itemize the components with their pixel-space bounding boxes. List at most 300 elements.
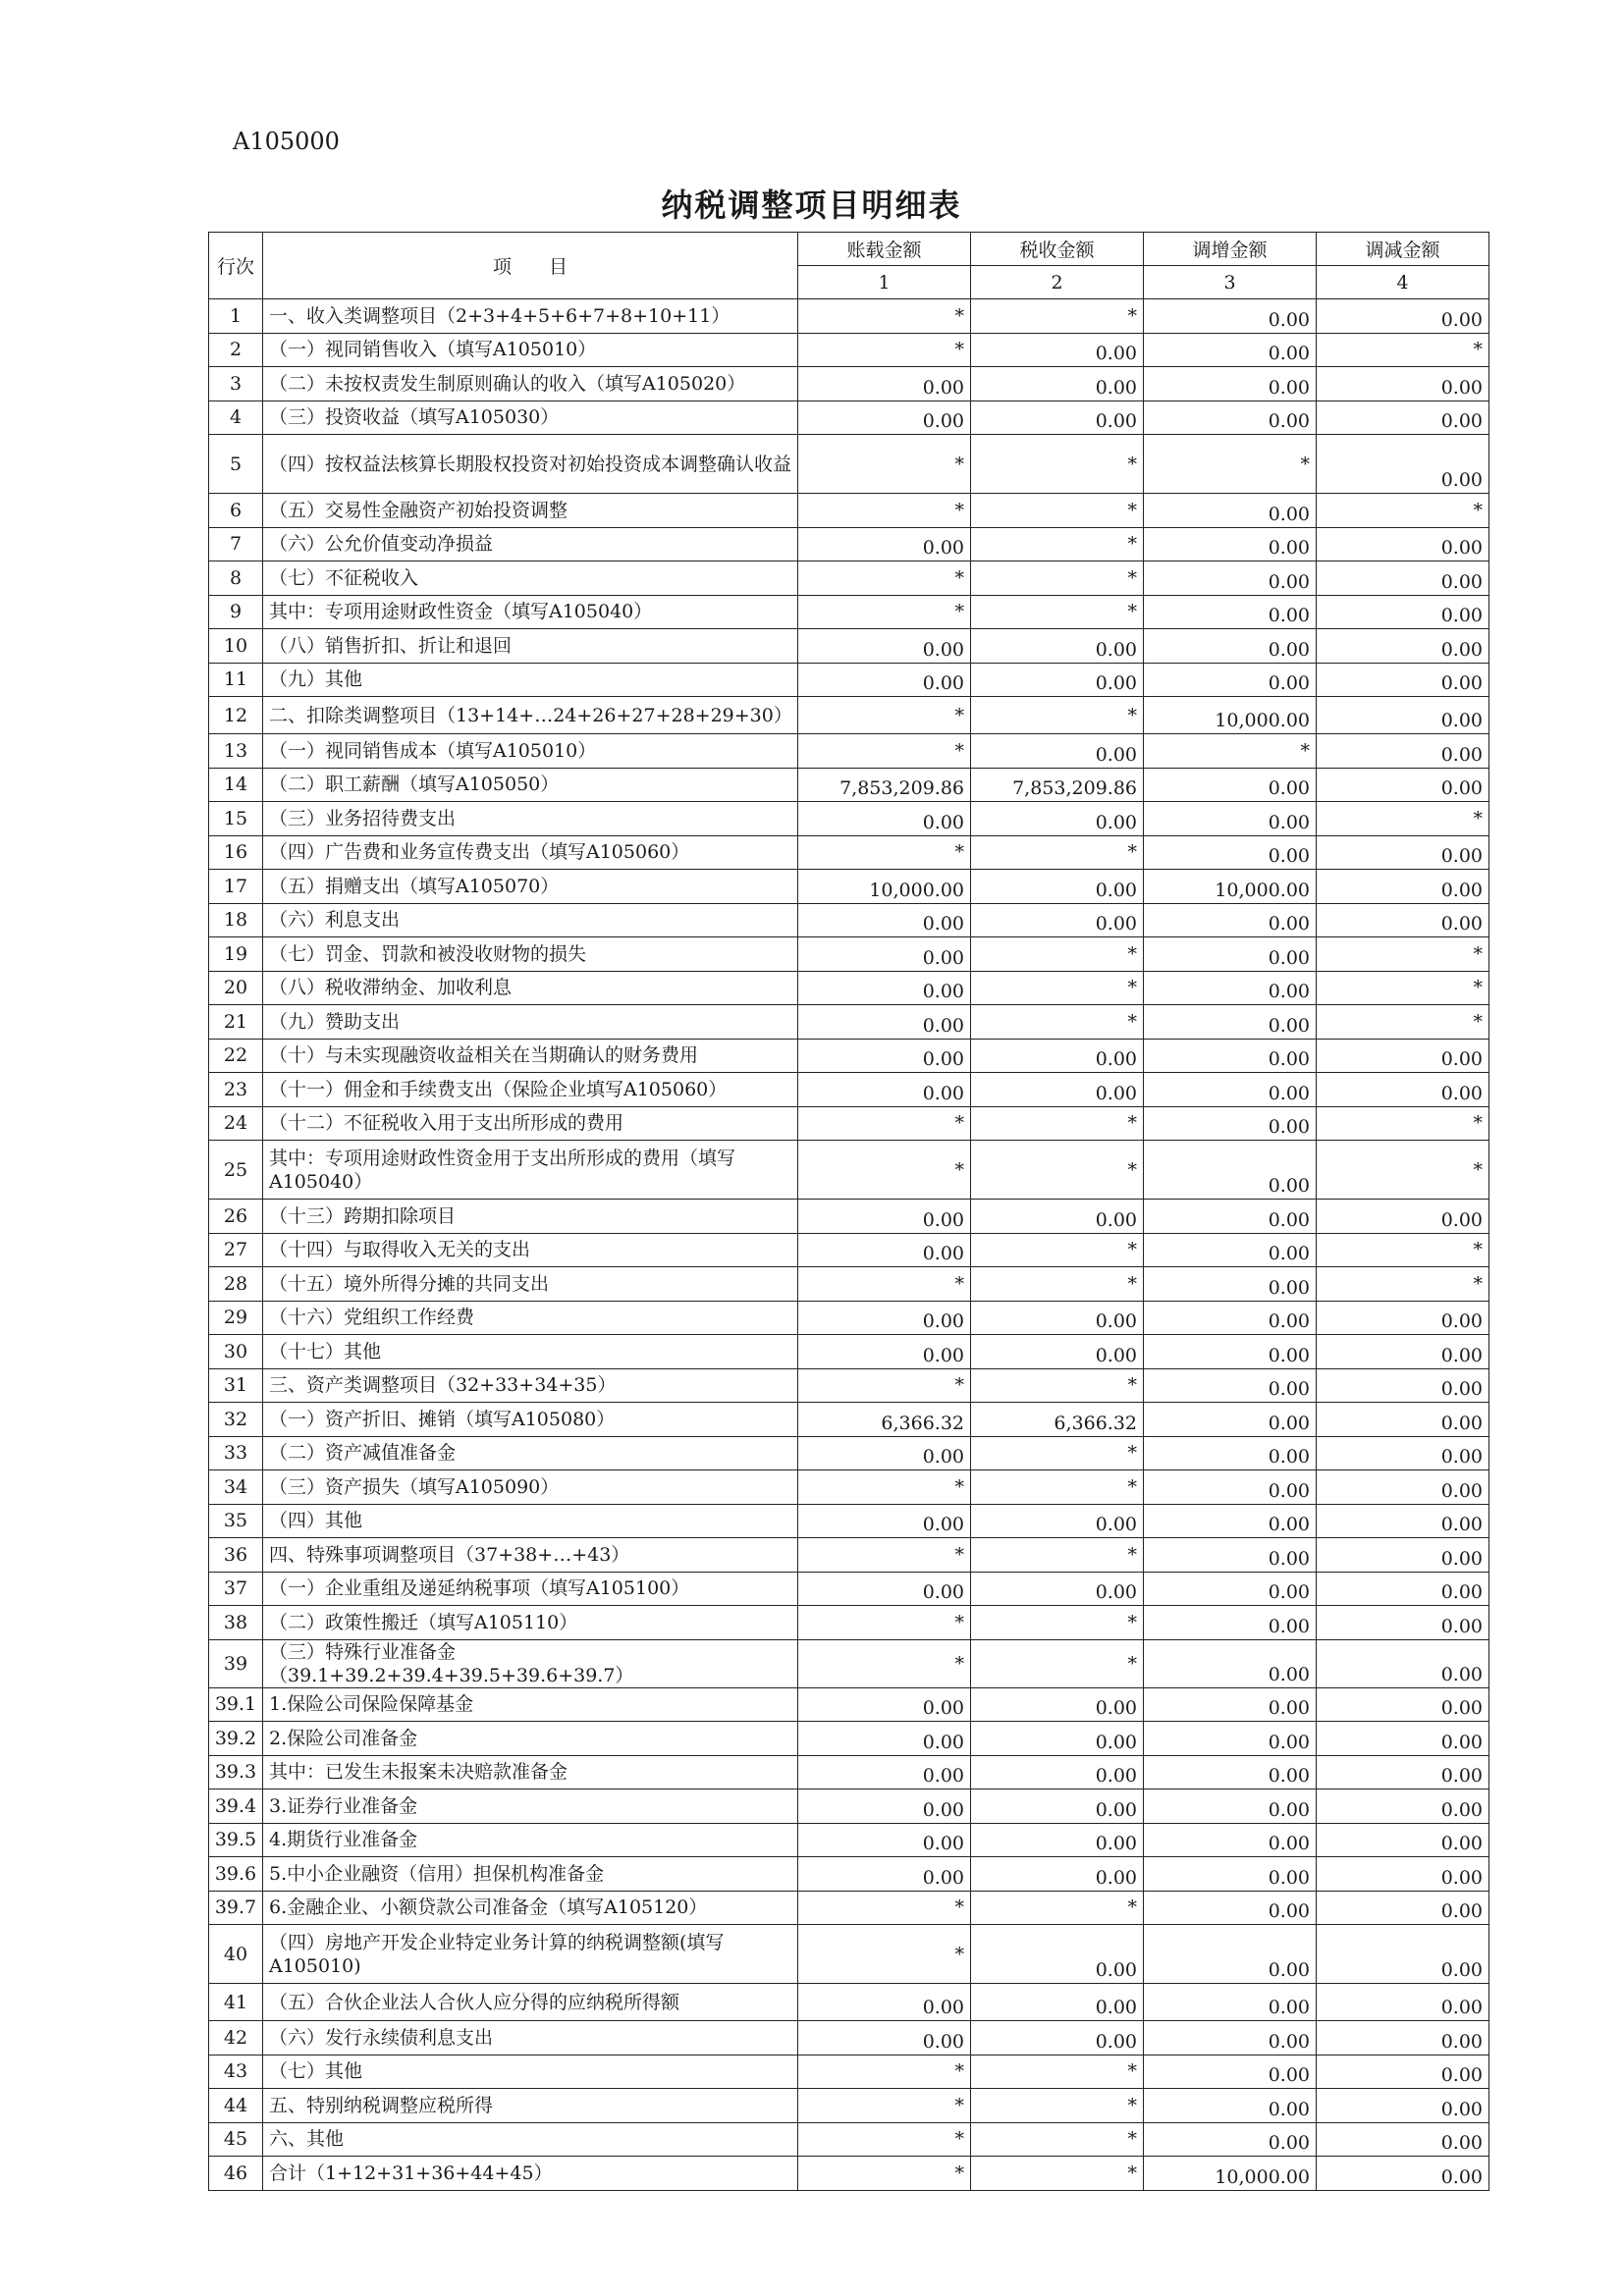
- row-number: 42: [209, 2021, 263, 2056]
- row-number: 19: [209, 937, 263, 972]
- increase-amount-cell: 0.00: [1144, 2089, 1317, 2123]
- row-number: 39.7: [209, 1891, 263, 1925]
- row-item-label: （七）罚金、罚款和被没收财物的损失: [263, 937, 798, 972]
- increase-amount-cell: 0.00: [1144, 1572, 1317, 1606]
- book-amount-cell: *: [798, 561, 971, 596]
- tax-amount-cell: *: [971, 835, 1144, 870]
- row-item-label: （七）不征税收入: [263, 561, 798, 596]
- row-item-label: （三）业务招待费支出: [263, 802, 798, 836]
- book-amount-cell: 0.00: [798, 1233, 971, 1267]
- table-row: [209, 1891, 1489, 1925]
- row-item-label: （三）特殊行业准备金（39.1+39.2+39.4+39.5+39.6+39.7）: [263, 1639, 798, 1687]
- row-number: 43: [209, 2055, 263, 2089]
- row-number: 38: [209, 1606, 263, 1640]
- table-row: [209, 1233, 1489, 1267]
- tax-amount-cell: *: [971, 2157, 1144, 2191]
- row-number: 23: [209, 1073, 263, 1107]
- table-row: [209, 734, 1489, 769]
- table-row: [209, 1106, 1489, 1141]
- tax-amount-cell: *: [971, 1891, 1144, 1925]
- decrease-amount-cell: 0.00: [1317, 2122, 1489, 2157]
- table-row: [209, 1470, 1489, 1505]
- row-number: 39.1: [209, 1687, 263, 1722]
- row-item-label: 2.保险公司准备金: [263, 1722, 798, 1756]
- increase-amount-cell: 0.00: [1144, 1233, 1317, 1267]
- row-number: 20: [209, 971, 263, 1005]
- book-amount-cell: 7,853,209.86: [798, 768, 971, 802]
- increase-amount-cell: 0.00: [1144, 768, 1317, 802]
- tax-amount-cell: 0.00: [971, 1504, 1144, 1538]
- table-row: [209, 400, 1489, 435]
- table-row: [209, 1538, 1489, 1573]
- increase-amount-cell: 0.00: [1144, 1073, 1317, 1107]
- row-number: 3: [209, 367, 263, 401]
- row-item-label: （二）未按权责发生制原则确认的收入（填写A105020）: [263, 367, 798, 401]
- tax-amount-cell: 6,366.32: [971, 1403, 1144, 1437]
- decrease-amount-cell: *: [1317, 1141, 1489, 1200]
- decrease-amount-cell: 0.00: [1317, 629, 1489, 664]
- tax-amount-cell: 0.00: [971, 1039, 1144, 1073]
- row-number: 34: [209, 1470, 263, 1505]
- header-row-no: 行次: [209, 233, 263, 299]
- decrease-amount-cell: 0.00: [1317, 903, 1489, 937]
- row-item-label: （十二）不征税收入用于支出所形成的费用: [263, 1106, 798, 1141]
- row-item-label: 3.证券行业准备金: [263, 1789, 798, 1824]
- book-amount-cell: *: [798, 2055, 971, 2089]
- increase-amount-cell: 0.00: [1144, 1335, 1317, 1369]
- row-item-label: 4.期货行业准备金: [263, 1823, 798, 1857]
- table-row: [209, 1005, 1489, 1040]
- decrease-amount-cell: 0.00: [1317, 2089, 1489, 2123]
- tax-amount-cell: *: [971, 2089, 1144, 2123]
- decrease-amount-cell: 0.00: [1317, 870, 1489, 904]
- table-row: [209, 1073, 1489, 1107]
- table-row: [209, 2021, 1489, 2056]
- table-row: [209, 971, 1489, 1005]
- book-amount-cell: *: [798, 1267, 971, 1302]
- tax-amount-cell: *: [971, 1639, 1144, 1687]
- tax-amount-cell: *: [971, 1141, 1144, 1200]
- row-number: 31: [209, 1368, 263, 1403]
- row-item-label: （四）广告费和业务宣传费支出（填写A105060）: [263, 835, 798, 870]
- decrease-amount-cell: 0.00: [1317, 1687, 1489, 1722]
- decrease-amount-cell: 0.00: [1317, 367, 1489, 401]
- row-number: 26: [209, 1200, 263, 1234]
- decrease-amount-cell: 0.00: [1317, 835, 1489, 870]
- book-amount-cell: 0.00: [798, 903, 971, 937]
- tax-amount-cell: *: [971, 299, 1144, 334]
- row-number: 12: [209, 697, 263, 734]
- decrease-amount-cell: *: [1317, 1005, 1489, 1040]
- row-item-label: 四、特殊事项调整项目（37+38+…+43）: [263, 1538, 798, 1573]
- decrease-amount-cell: 0.00: [1317, 1984, 1489, 2021]
- book-amount-cell: 0.00: [798, 1755, 971, 1789]
- row-item-label: （六）利息支出: [263, 903, 798, 937]
- increase-amount-cell: 0.00: [1144, 1504, 1317, 1538]
- table-row: [209, 1141, 1489, 1200]
- table-row: [209, 1789, 1489, 1824]
- table-row: [209, 835, 1489, 870]
- row-item-label: （八）税收滞纳金、加收利息: [263, 971, 798, 1005]
- row-number: 2: [209, 333, 263, 367]
- decrease-amount-cell: 0.00: [1317, 1368, 1489, 1403]
- row-number: 32: [209, 1403, 263, 1437]
- row-item-label: （六）公允价值变动净损益: [263, 527, 798, 561]
- tax-amount-cell: *: [971, 595, 1144, 629]
- increase-amount-cell: 0.00: [1144, 802, 1317, 836]
- table-row: [209, 1687, 1489, 1722]
- decrease-amount-cell: 0.00: [1317, 663, 1489, 697]
- book-amount-cell: *: [798, 1891, 971, 1925]
- tax-amount-cell: 0.00: [971, 663, 1144, 697]
- row-item-label: （四）按权益法核算长期股权投资对初始投资成本调整确认收益: [263, 435, 798, 494]
- tax-amount-cell: *: [971, 1267, 1144, 1302]
- decrease-amount-cell: 0.00: [1317, 299, 1489, 334]
- row-item-label: （二）资产减值准备金: [263, 1436, 798, 1470]
- tax-amount-cell: *: [971, 1538, 1144, 1573]
- decrease-amount-cell: 0.00: [1317, 1925, 1489, 1984]
- book-amount-cell: 0.00: [798, 937, 971, 972]
- row-item-label: （三）资产损失（填写A105090）: [263, 1470, 798, 1505]
- table-row: [209, 333, 1489, 367]
- table-row: [209, 1639, 1489, 1687]
- decrease-amount-cell: 0.00: [1317, 1572, 1489, 1606]
- increase-amount-cell: 10,000.00: [1144, 697, 1317, 734]
- book-amount-cell: 0.00: [798, 802, 971, 836]
- table-row: [209, 1301, 1489, 1335]
- table-row: [209, 1857, 1489, 1892]
- decrease-amount-cell: *: [1317, 971, 1489, 1005]
- row-item-label: （十六）党组织工作经费: [263, 1301, 798, 1335]
- decrease-amount-cell: 0.00: [1317, 1891, 1489, 1925]
- decrease-amount-cell: 0.00: [1317, 734, 1489, 769]
- increase-amount-cell: 0.00: [1144, 1639, 1317, 1687]
- increase-amount-cell: 0.00: [1144, 1267, 1317, 1302]
- tax-amount-cell: *: [971, 1436, 1144, 1470]
- increase-amount-cell: 10,000.00: [1144, 2157, 1317, 2191]
- increase-amount-cell: 0.00: [1144, 494, 1317, 528]
- book-amount-cell: *: [798, 435, 971, 494]
- row-item-label: （五）捐赠支出（填写A105070）: [263, 870, 798, 904]
- tax-amount-cell: 0.00: [971, 1301, 1144, 1335]
- decrease-amount-cell: 0.00: [1317, 1073, 1489, 1107]
- row-item-label: （十）与未实现融资收益相关在当期确认的财务费用: [263, 1039, 798, 1073]
- row-item-label: （五）合伙企业法人合伙人应分得的应纳税所得额: [263, 1984, 798, 2021]
- decrease-amount-cell: 0.00: [1317, 1200, 1489, 1234]
- decrease-amount-cell: *: [1317, 333, 1489, 367]
- increase-amount-cell: 0.00: [1144, 1141, 1317, 1200]
- header-increase-amount: 调增金额: [1144, 233, 1317, 266]
- tax-amount-cell: *: [971, 1106, 1144, 1141]
- increase-amount-cell: 0.00: [1144, 561, 1317, 596]
- row-item-label: （十七）其他: [263, 1335, 798, 1369]
- increase-amount-cell: 0.00: [1144, 1436, 1317, 1470]
- row-item-label: （六）发行永续债利息支出: [263, 2021, 798, 2056]
- tax-amount-cell: *: [971, 527, 1144, 561]
- decrease-amount-cell: 0.00: [1317, 768, 1489, 802]
- increase-amount-cell: 0.00: [1144, 1039, 1317, 1073]
- book-amount-cell: *: [798, 333, 971, 367]
- table-row: [209, 629, 1489, 664]
- book-amount-cell: 0.00: [798, 663, 971, 697]
- increase-amount-cell: 10,000.00: [1144, 870, 1317, 904]
- table-row: [209, 663, 1489, 697]
- row-item-label: 三、资产类调整项目（32+33+34+35）: [263, 1368, 798, 1403]
- increase-amount-cell: 0.00: [1144, 1925, 1317, 1984]
- row-number: 24: [209, 1106, 263, 1141]
- row-number: 7: [209, 527, 263, 561]
- book-amount-cell: 0.00: [798, 1984, 971, 2021]
- row-number: 16: [209, 835, 263, 870]
- increase-amount-cell: *: [1144, 734, 1317, 769]
- row-number: 39.6: [209, 1857, 263, 1892]
- book-amount-cell: *: [798, 1106, 971, 1141]
- tax-amount-cell: 0.00: [971, 2021, 1144, 2056]
- book-amount-cell: 0.00: [798, 367, 971, 401]
- tax-amount-cell: 0.00: [971, 367, 1144, 401]
- row-item-label: 其中：已发生未报案未决赔款准备金: [263, 1755, 798, 1789]
- tax-amount-cell: 0.00: [971, 629, 1144, 664]
- row-number: 41: [209, 1984, 263, 2021]
- decrease-amount-cell: 0.00: [1317, 1789, 1489, 1824]
- row-number: 11: [209, 663, 263, 697]
- book-amount-cell: *: [798, 494, 971, 528]
- increase-amount-cell: 0.00: [1144, 663, 1317, 697]
- decrease-amount-cell: 0.00: [1317, 527, 1489, 561]
- decrease-amount-cell: 0.00: [1317, 1403, 1489, 1437]
- header-col-1: 1: [798, 266, 971, 299]
- tax-amount-cell: *: [971, 697, 1144, 734]
- increase-amount-cell: 0.00: [1144, 299, 1317, 334]
- table-row: [209, 1200, 1489, 1234]
- tax-amount-cell: 0.00: [971, 1925, 1144, 1984]
- book-amount-cell: *: [798, 1141, 971, 1200]
- increase-amount-cell: 0.00: [1144, 400, 1317, 435]
- decrease-amount-cell: *: [1317, 1106, 1489, 1141]
- row-number: 13: [209, 734, 263, 769]
- page-title: 纳税调整项目明细表: [661, 187, 962, 224]
- book-amount-cell: *: [798, 1538, 971, 1573]
- increase-amount-cell: 0.00: [1144, 1755, 1317, 1789]
- table-row: [209, 1722, 1489, 1756]
- row-number: 45: [209, 2122, 263, 2157]
- decrease-amount-cell: 0.00: [1317, 2021, 1489, 2056]
- tax-amount-cell: *: [971, 1368, 1144, 1403]
- row-number: 36: [209, 1538, 263, 1573]
- book-amount-cell: *: [798, 2089, 971, 2123]
- decrease-amount-cell: 0.00: [1317, 697, 1489, 734]
- row-item-label: （九）赞助支出: [263, 1005, 798, 1040]
- book-amount-cell: *: [798, 697, 971, 734]
- row-number: 35: [209, 1504, 263, 1538]
- row-number: 10: [209, 629, 263, 664]
- book-amount-cell: *: [798, 835, 971, 870]
- row-number: 1: [209, 299, 263, 334]
- table-row: [209, 937, 1489, 972]
- row-item-label: （十五）境外所得分摊的共同支出: [263, 1267, 798, 1302]
- book-amount-cell: 0.00: [798, 2021, 971, 2056]
- increase-amount-cell: 0.00: [1144, 1984, 1317, 2021]
- table-row: [209, 870, 1489, 904]
- book-amount-cell: 0.00: [798, 1005, 971, 1040]
- increase-amount-cell: 0.00: [1144, 2122, 1317, 2157]
- tax-amount-cell: *: [971, 1606, 1144, 1640]
- tax-amount-cell: 0.00: [971, 802, 1144, 836]
- table-row: [209, 1504, 1489, 1538]
- increase-amount-cell: 0.00: [1144, 1005, 1317, 1040]
- tax-amount-cell: *: [971, 1005, 1144, 1040]
- decrease-amount-cell: *: [1317, 494, 1489, 528]
- book-amount-cell: 0.00: [798, 527, 971, 561]
- increase-amount-cell: *: [1144, 435, 1317, 494]
- tax-amount-cell: 0.00: [971, 400, 1144, 435]
- row-number: 39: [209, 1639, 263, 1687]
- table-row: [209, 2157, 1489, 2191]
- row-item-label: （八）销售折扣、折让和退回: [263, 629, 798, 664]
- row-number: 5: [209, 435, 263, 494]
- increase-amount-cell: 0.00: [1144, 333, 1317, 367]
- increase-amount-cell: 0.00: [1144, 1857, 1317, 1892]
- decrease-amount-cell: 0.00: [1317, 1301, 1489, 1335]
- table-row: [209, 561, 1489, 596]
- book-amount-cell: 0.00: [798, 1789, 971, 1824]
- increase-amount-cell: 0.00: [1144, 1722, 1317, 1756]
- decrease-amount-cell: 0.00: [1317, 595, 1489, 629]
- tax-amount-cell: *: [971, 561, 1144, 596]
- row-number: 6: [209, 494, 263, 528]
- tax-amount-cell: 0.00: [971, 1984, 1144, 2021]
- header-book-amount: 账载金额: [798, 233, 971, 266]
- row-number: 15: [209, 802, 263, 836]
- book-amount-cell: 0.00: [798, 1200, 971, 1234]
- table-row: [209, 768, 1489, 802]
- tax-amount-cell: 0.00: [971, 1335, 1144, 1369]
- row-number: 39.2: [209, 1722, 263, 1756]
- increase-amount-cell: 0.00: [1144, 1106, 1317, 1141]
- header-col-2: 2: [971, 266, 1144, 299]
- tax-amount-cell: *: [971, 2055, 1144, 2089]
- row-number: 39.4: [209, 1789, 263, 1824]
- tax-amount-cell: *: [971, 2122, 1144, 2157]
- row-item-label: （四）其他: [263, 1504, 798, 1538]
- book-amount-cell: *: [798, 1639, 971, 1687]
- increase-amount-cell: 0.00: [1144, 367, 1317, 401]
- tax-amount-cell: 0.00: [971, 1755, 1144, 1789]
- book-amount-cell: *: [798, 2157, 971, 2191]
- table-row: [209, 595, 1489, 629]
- decrease-amount-cell: *: [1317, 1233, 1489, 1267]
- table-row: [209, 1335, 1489, 1369]
- row-number: 22: [209, 1039, 263, 1073]
- increase-amount-cell: 0.00: [1144, 595, 1317, 629]
- table-row: [209, 802, 1489, 836]
- tax-amount-cell: 0.00: [971, 1687, 1144, 1722]
- row-item-label: 合计（1+12+31+36+44+45）: [263, 2157, 798, 2191]
- row-item-label: 六、其他: [263, 2122, 798, 2157]
- row-number: 39.5: [209, 1823, 263, 1857]
- row-item-label: （四）房地产开发企业特定业务计算的纳税调整额(填写A105010): [263, 1925, 798, 1984]
- table-row: [209, 1368, 1489, 1403]
- table-row: [209, 1267, 1489, 1302]
- increase-amount-cell: 0.00: [1144, 835, 1317, 870]
- row-number: 33: [209, 1436, 263, 1470]
- table-row: [209, 697, 1489, 734]
- book-amount-cell: 0.00: [798, 400, 971, 435]
- increase-amount-cell: 0.00: [1144, 629, 1317, 664]
- decrease-amount-cell: 0.00: [1317, 1606, 1489, 1640]
- decrease-amount-cell: 0.00: [1317, 1538, 1489, 1573]
- decrease-amount-cell: 0.00: [1317, 435, 1489, 494]
- row-number: 37: [209, 1572, 263, 1606]
- tax-amount-cell: 0.00: [971, 1722, 1144, 1756]
- row-item-label: 其中：专项用途财政性资金（填写A105040）: [263, 595, 798, 629]
- increase-amount-cell: 0.00: [1144, 1789, 1317, 1824]
- row-item-label: （一）企业重组及递延纳税事项（填写A105100）: [263, 1572, 798, 1606]
- book-amount-cell: *: [798, 1925, 971, 1984]
- increase-amount-cell: 0.00: [1144, 1200, 1317, 1234]
- book-amount-cell: 10,000.00: [798, 870, 971, 904]
- book-amount-cell: *: [798, 299, 971, 334]
- row-item-label: （五）交易性金融资产初始投资调整: [263, 494, 798, 528]
- decrease-amount-cell: 0.00: [1317, 561, 1489, 596]
- table-row: [209, 1755, 1489, 1789]
- book-amount-cell: 0.00: [798, 1301, 971, 1335]
- decrease-amount-cell: 0.00: [1317, 2055, 1489, 2089]
- table-row: [209, 903, 1489, 937]
- decrease-amount-cell: 0.00: [1317, 1470, 1489, 1505]
- header-tax-amount: 税收金额: [971, 233, 1144, 266]
- row-number: 25: [209, 1141, 263, 1200]
- row-number: 17: [209, 870, 263, 904]
- row-item-label: （二）职工薪酬（填写A105050）: [263, 768, 798, 802]
- book-amount-cell: 0.00: [798, 1436, 971, 1470]
- row-item-label: （七）其他: [263, 2055, 798, 2089]
- row-number: 27: [209, 1233, 263, 1267]
- book-amount-cell: *: [798, 2122, 971, 2157]
- book-amount-cell: 0.00: [798, 971, 971, 1005]
- book-amount-cell: 0.00: [798, 1722, 971, 1756]
- row-number: 18: [209, 903, 263, 937]
- table-row: [209, 1984, 1489, 2021]
- increase-amount-cell: 0.00: [1144, 1470, 1317, 1505]
- tax-adjustment-table: [208, 232, 1489, 2191]
- tax-amount-cell: *: [971, 435, 1144, 494]
- row-item-label: 一、收入类调整项目（2+3+4+5+6+7+8+10+11）: [263, 299, 798, 334]
- tax-amount-cell: *: [971, 1233, 1144, 1267]
- decrease-amount-cell: *: [1317, 802, 1489, 836]
- row-number: 8: [209, 561, 263, 596]
- book-amount-cell: *: [798, 1606, 971, 1640]
- decrease-amount-cell: *: [1317, 937, 1489, 972]
- increase-amount-cell: 0.00: [1144, 1891, 1317, 1925]
- row-item-label: 5.中小企业融资（信用）担保机构准备金: [263, 1857, 798, 1892]
- table-row: [209, 2122, 1489, 2157]
- row-item-label: （一）视同销售收入（填写A105010）: [263, 333, 798, 367]
- tax-amount-cell: 7,853,209.86: [971, 768, 1144, 802]
- header-item: 项 目: [263, 233, 798, 299]
- row-item-label: （一）视同销售成本（填写A105010）: [263, 734, 798, 769]
- table-row: [209, 1606, 1489, 1640]
- increase-amount-cell: 0.00: [1144, 1368, 1317, 1403]
- row-item-label: 二、扣除类调整项目（13+14+…24+26+27+28+29+30）: [263, 697, 798, 734]
- book-amount-cell: *: [798, 734, 971, 769]
- book-amount-cell: *: [798, 1470, 971, 1505]
- tax-amount-cell: *: [971, 494, 1144, 528]
- decrease-amount-cell: 0.00: [1317, 1755, 1489, 1789]
- book-amount-cell: *: [798, 595, 971, 629]
- row-item-label: 其中：专项用途财政性资金用于支出所形成的费用（填写A105040）: [263, 1141, 798, 1200]
- decrease-amount-cell: 0.00: [1317, 1039, 1489, 1073]
